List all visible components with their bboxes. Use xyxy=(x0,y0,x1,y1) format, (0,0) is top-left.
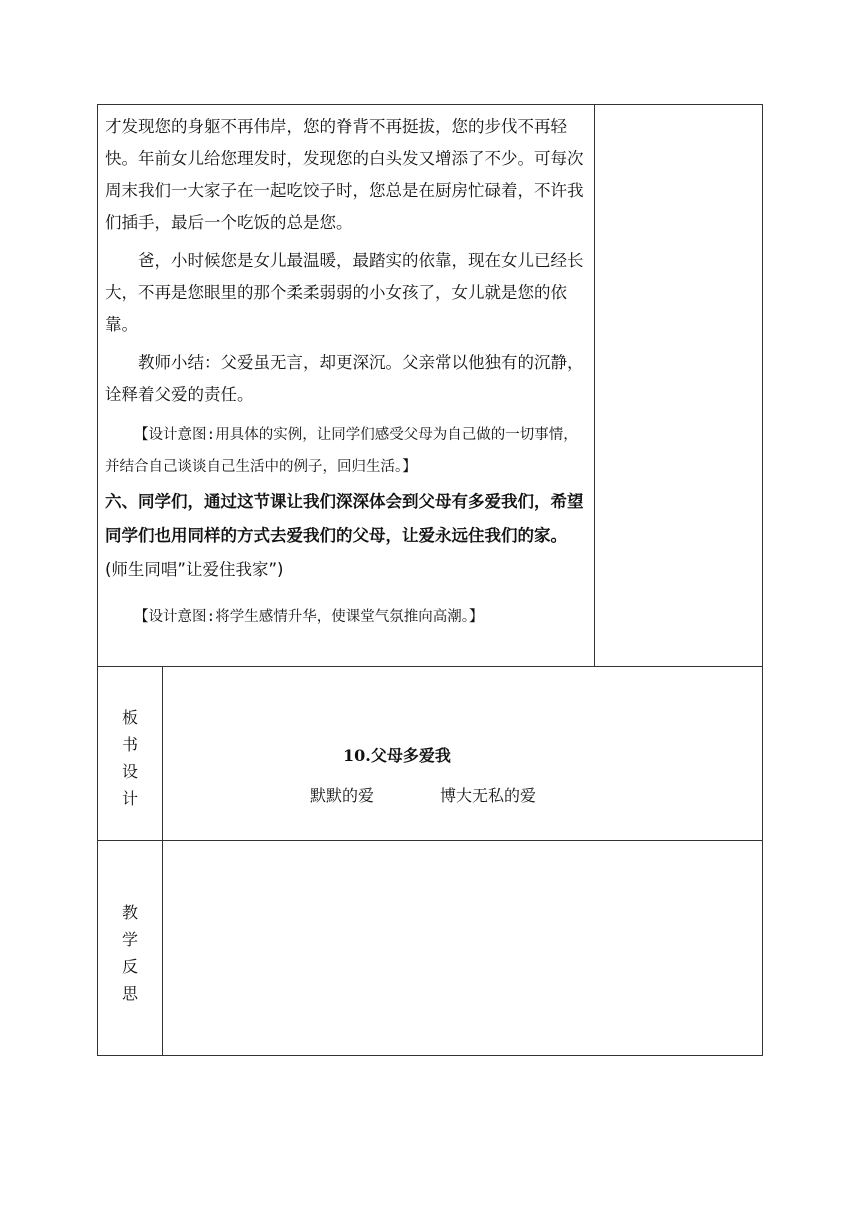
reflection-label-cell xyxy=(98,841,163,1055)
teaching-process-row xyxy=(98,105,762,667)
paragraph-design-intent-1: 【设计意图:用具体的实例，让同学们感受父母为自己做的一切事情，并结合自己谈谈自己生活中的例子，回归生活。】 xyxy=(105,427,578,475)
section-six-text: 六、同学们，通过这节课让我们深深体会到父母有多爱我们，希望同学们也用同样的方式去爱我们的父母，让爱永远住我们的家。 xyxy=(105,492,584,545)
teaching-content xyxy=(105,111,587,633)
teaching-content-cell xyxy=(98,105,595,666)
label-char: 书 xyxy=(121,735,138,754)
paragraph-teacher-summary: 教师小结：父爱虽无言，却更深沉。父亲常以他独有的沉静，诠释着父爱的责任。 xyxy=(105,353,584,404)
reflection-label xyxy=(98,899,162,1007)
board-title: 10.父母多爱我 xyxy=(343,746,451,765)
lesson-plan-table xyxy=(97,104,763,1056)
paragraph-design-intent-2: 【设计意图:将学生感情升华，使课堂气氛推向高潮。】 xyxy=(134,609,484,625)
section-six-note: (师生同唱”让爱住我家”) xyxy=(105,560,284,579)
label-char: 设 xyxy=(121,762,138,781)
board-design-row xyxy=(98,667,762,841)
board-phrase-right: 博大无私的爱 xyxy=(440,786,537,805)
paragraph-daughter-support: 爸，小时候您是女儿最温暖，最踏实的依靠，现在女儿已经长大，不再是您眼里的那个柔柔弱弱的小女孩了，女儿就是您的依靠。 xyxy=(105,251,584,334)
label-char: 教 xyxy=(121,903,138,922)
label-char: 思 xyxy=(121,984,138,1003)
notes-cell xyxy=(595,105,762,666)
paragraph-father-aging: 才发现您的身躯不再伟岸，您的脊背不再挺拔，您的步伐不再轻快。年前女儿给您理发时，发现您的白头发又增添了不少。可每次周末我们一大家子在一起吃饺子时，您总是在厨房忙碌着，不许我们插手，最后一个吃饭的总是您。 xyxy=(105,117,584,232)
label-char: 板 xyxy=(121,708,138,727)
label-char: 学 xyxy=(121,930,138,949)
reflection-row xyxy=(98,841,762,1055)
board-design-label xyxy=(98,704,162,812)
board-phrase-left: 默默的爱 xyxy=(310,786,375,805)
board-design-label-cell xyxy=(98,667,163,840)
label-char: 计 xyxy=(121,789,138,808)
paragraph-section-six xyxy=(105,485,587,587)
label-char: 反 xyxy=(121,957,138,976)
